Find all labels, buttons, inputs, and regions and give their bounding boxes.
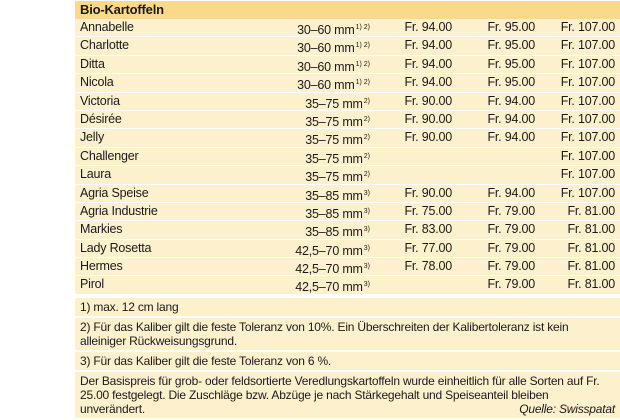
caliber-cell xyxy=(295,258,370,278)
price-cell-3: Fr. 107.00 xyxy=(560,75,615,90)
variety-name: Victoria xyxy=(80,93,120,108)
footnote-1: 1) max. 12 cm lang xyxy=(75,298,620,316)
price-cell-2: Fr. 95.00 xyxy=(487,56,535,71)
variety-name: Jelly xyxy=(80,130,105,145)
table-row xyxy=(75,19,620,37)
variety-name: Nicola xyxy=(80,75,114,90)
price-cell-1: Fr. 90.00 xyxy=(404,185,452,200)
caliber-value: 35–85 mm xyxy=(305,225,363,240)
caliber-cell xyxy=(305,129,370,149)
caliber-value: 35–85 mm xyxy=(305,206,363,221)
table-row xyxy=(75,74,620,92)
variety-name: Challenger xyxy=(80,148,139,163)
footnote-ref: 2) xyxy=(363,115,370,123)
price-cell-3: Fr. 107.00 xyxy=(560,185,615,200)
price-cell-3: Fr. 107.00 xyxy=(560,56,615,71)
variety-name: Markies xyxy=(80,222,123,237)
table-row xyxy=(75,93,620,111)
caliber-value: 35–75 mm xyxy=(305,133,363,148)
price-cell-1: Fr. 78.00 xyxy=(404,259,452,274)
table-row xyxy=(75,240,620,258)
caliber-value: 35–75 mm xyxy=(305,114,363,129)
caliber-value: 35–75 mm xyxy=(305,151,363,166)
footnote-ref: 2) xyxy=(363,134,370,142)
price-cell-3: Fr. 107.00 xyxy=(560,38,615,53)
variety-name: Lady Rosetta xyxy=(80,240,152,255)
price-cell-2: Fr. 79.00 xyxy=(487,259,535,274)
table-row xyxy=(75,111,620,129)
caliber-cell xyxy=(295,240,370,260)
caliber-cell xyxy=(305,221,370,241)
price-cell-3: Fr. 107.00 xyxy=(560,148,615,163)
caliber-cell xyxy=(305,111,370,131)
caliber-cell xyxy=(297,56,370,76)
footnote-ref: 3) xyxy=(363,207,370,215)
footnote-ref: 3) xyxy=(363,244,370,252)
caliber-cell xyxy=(297,74,370,94)
price-cell-3: Fr. 107.00 xyxy=(560,167,615,182)
caliber-cell xyxy=(295,276,370,296)
price-cell-3: Fr. 107.00 xyxy=(560,20,615,34)
table-row xyxy=(75,166,620,184)
source-credit: Quelle: Swisspatat xyxy=(519,402,615,416)
price-cell-2: Fr. 94.00 xyxy=(487,111,535,126)
price-cell-1: Fr. 94.00 xyxy=(404,56,452,71)
caliber-value: 42,5–70 mm xyxy=(295,262,363,277)
table-row xyxy=(75,276,620,294)
caliber-value: 35–75 mm xyxy=(305,170,363,185)
caliber-value: 42,5–70 mm xyxy=(295,280,363,295)
caliber-cell xyxy=(305,93,370,113)
price-cell-2: Fr. 95.00 xyxy=(487,20,535,34)
price-cell-1: Fr. 83.00 xyxy=(404,222,452,237)
variety-name: Ditta xyxy=(80,56,105,71)
caliber-cell xyxy=(305,185,370,205)
table-row xyxy=(75,185,620,203)
price-cell-1: Fr. 94.00 xyxy=(404,38,452,53)
footnote-ref: 1) 2) xyxy=(355,79,370,87)
caliber-value: 35–75 mm xyxy=(305,96,363,111)
caliber-cell xyxy=(305,203,370,223)
caliber-cell xyxy=(297,37,370,57)
price-cell-3: Fr. 107.00 xyxy=(560,130,615,145)
price-cell-2: Fr. 79.00 xyxy=(487,240,535,255)
price-cell-2: Fr. 79.00 xyxy=(487,222,535,237)
caliber-value: 30–60 mm xyxy=(297,78,355,93)
table-row xyxy=(75,258,620,276)
price-cell-2: Fr. 79.00 xyxy=(487,277,535,292)
caliber-cell xyxy=(297,19,370,39)
footnote-ref: 1) 2) xyxy=(355,42,370,50)
base-price-text: Der Basispreis für grob- oder feldsortierte Veredlungskartoffeln wurde einheitlich für alle Sorten auf Fr. 25.00 festgelegt. Die Zuschläge bzw. Abzüge je nach Stärkegehalt und Speiseanteil bleiben unverändert. xyxy=(80,374,600,416)
price-cell-2: Fr. 95.00 xyxy=(487,75,535,90)
footnote-ref: 2) xyxy=(363,97,370,105)
footnotes xyxy=(75,298,620,420)
price-cell-3: Fr. 107.00 xyxy=(560,111,615,126)
price-cell-3: Fr. 81.00 xyxy=(567,259,615,274)
table-row xyxy=(75,148,620,166)
caliber-value: 30–60 mm xyxy=(297,59,355,74)
footnote-ref: 3) xyxy=(363,226,370,234)
price-cell-1: Fr. 90.00 xyxy=(404,93,452,108)
variety-name: Désirée xyxy=(80,111,122,126)
table-title: Bio-Kartoffeln xyxy=(75,1,620,19)
price-cell-3: Fr. 81.00 xyxy=(567,222,615,237)
footnote-ref: 3) xyxy=(363,263,370,271)
price-cell-2: Fr. 94.00 xyxy=(487,93,535,108)
variety-name: Agria Speise xyxy=(80,185,149,200)
variety-name: Agria Industrie xyxy=(80,203,158,218)
price-cell-1: Fr. 90.00 xyxy=(404,111,452,126)
price-cell-1: Fr. 94.00 xyxy=(404,20,452,34)
price-cell-2: Fr. 94.00 xyxy=(487,185,535,200)
price-cell-3: Fr. 81.00 xyxy=(567,240,615,255)
variety-name: Pirol xyxy=(80,277,105,292)
price-cell-1: Fr. 75.00 xyxy=(404,203,452,218)
table-row xyxy=(75,37,620,55)
caliber-value: 35–85 mm xyxy=(305,188,363,203)
variety-name: Charlotte xyxy=(80,38,129,53)
footnote-3: 3) Für das Kaliber gilt die feste Toleranz von 6 %. xyxy=(75,352,620,370)
table-body xyxy=(75,19,620,295)
footnote-ref: 2) xyxy=(363,152,370,160)
caliber-cell xyxy=(305,148,370,168)
price-cell-3: Fr. 81.00 xyxy=(567,203,615,218)
footnote-2: 2) Für das Kaliber gilt die feste Toleranz von 10%. Ein Überschreiten der Kalibertoleranz ist kein alleiniger Rückweisungsgrund. xyxy=(75,318,620,350)
footnote-ref: 3) xyxy=(363,189,370,197)
base-price-note xyxy=(75,372,620,418)
price-cell-2: Fr. 95.00 xyxy=(487,38,535,53)
table-row xyxy=(75,129,620,147)
caliber-value: 30–60 mm xyxy=(297,23,355,37)
price-cell-2: Fr. 94.00 xyxy=(487,130,535,145)
footnote-ref: 1) 2) xyxy=(355,24,370,31)
footnote-ref: 1) 2) xyxy=(355,60,370,68)
price-cell-3: Fr. 107.00 xyxy=(560,93,615,108)
variety-name: Hermes xyxy=(80,259,123,274)
price-cell-2: Fr. 79.00 xyxy=(487,203,535,218)
price-cell-3: Fr. 81.00 xyxy=(567,277,615,292)
table-row xyxy=(75,203,620,221)
caliber-cell xyxy=(305,166,370,186)
table-row xyxy=(75,56,620,74)
variety-name: Annabelle xyxy=(80,20,134,34)
caliber-value: 42,5–70 mm xyxy=(295,243,363,258)
price-cell-1: Fr. 94.00 xyxy=(404,75,452,90)
caliber-value: 30–60 mm xyxy=(297,41,355,56)
variety-name: Laura xyxy=(80,167,111,182)
footnote-ref: 3) xyxy=(363,281,370,289)
table-row xyxy=(75,221,620,239)
price-cell-1: Fr. 90.00 xyxy=(404,130,452,145)
footnote-ref: 2) xyxy=(363,171,370,179)
price-cell-1: Fr. 77.00 xyxy=(404,240,452,255)
